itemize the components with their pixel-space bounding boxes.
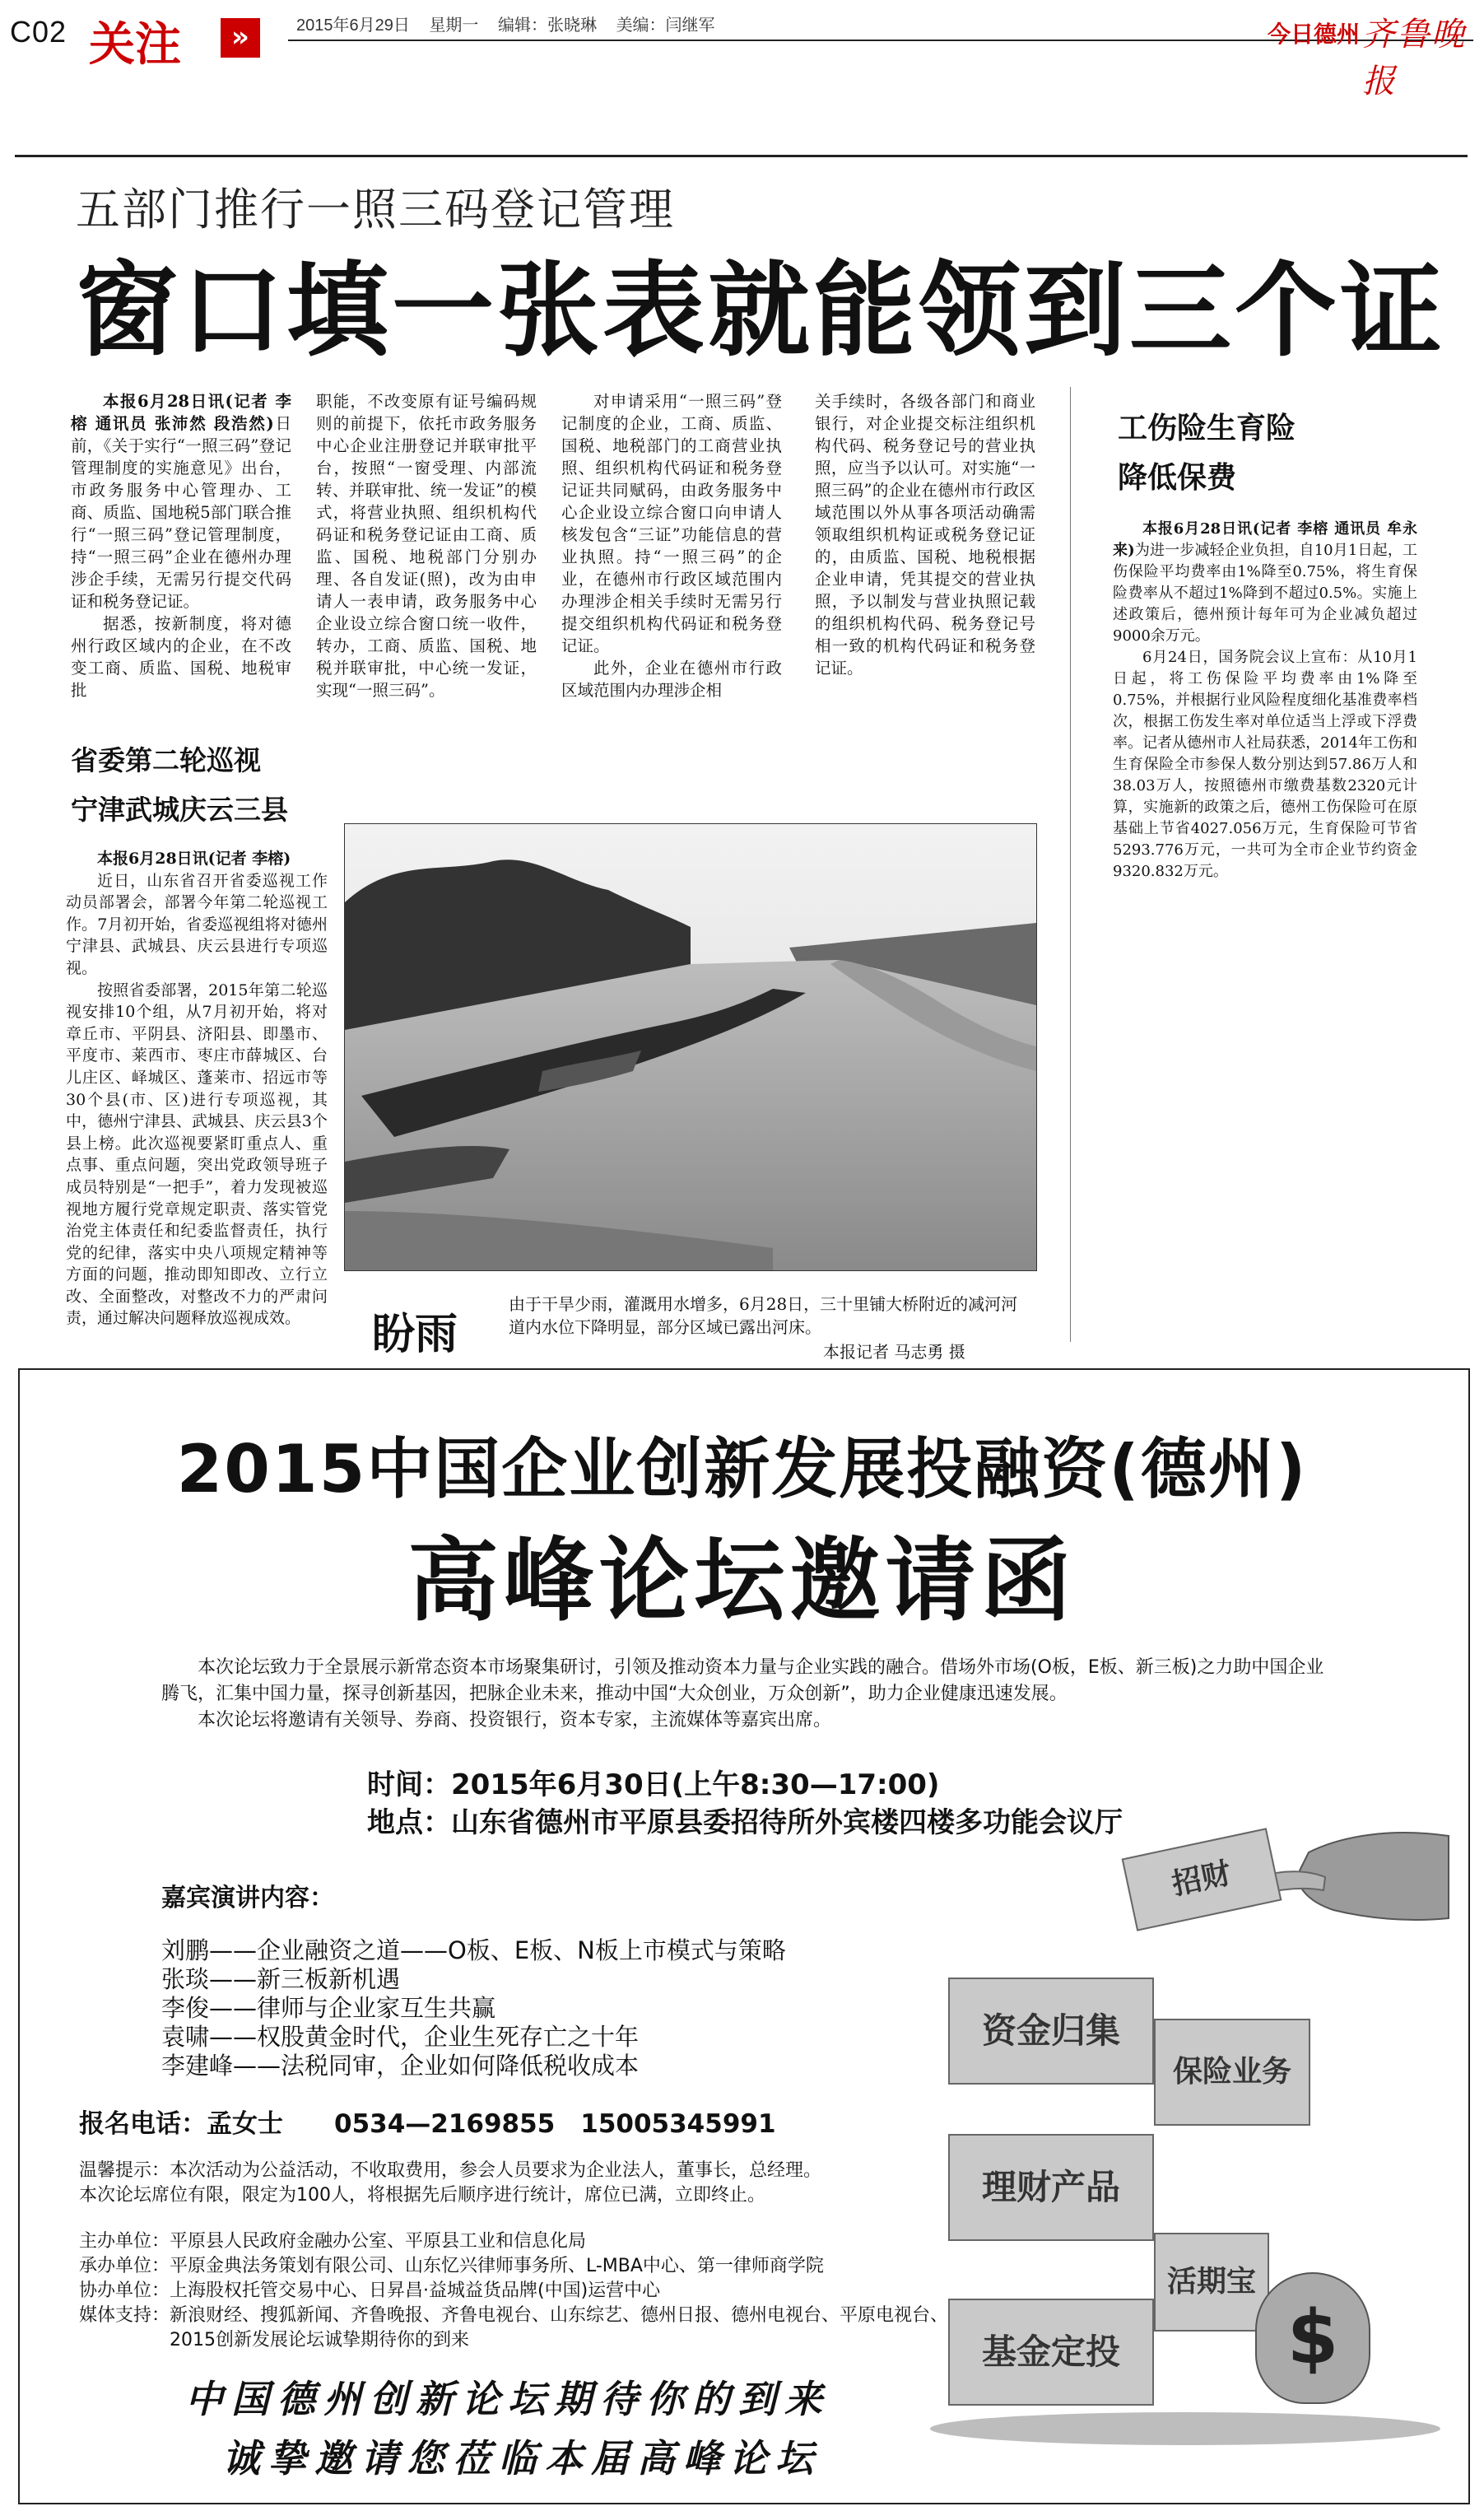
main-article-para: 据悉，按新制度，将对德州行政区域内的企业，在不改变工商、质监、国税、地税审批 xyxy=(71,614,291,700)
page-number: C02 xyxy=(10,15,67,49)
money-bag-icon: $ xyxy=(1255,2272,1370,2404)
insurance-title-line2: 降低保费 xyxy=(1118,461,1237,495)
inspection-title-line2: 宁津武城庆云三县 xyxy=(71,794,288,826)
ad-place: 地点：山东省德州市平原县委招待所外宾楼四楼多功能会议厅 xyxy=(367,1806,1123,1839)
river-photo xyxy=(344,823,1037,1271)
double-chevron-right-icon: » xyxy=(221,18,260,58)
organizer-line: 主办单位：平原县人民政府金融办公室、平原县工业和信息化局 xyxy=(79,2231,587,2252)
ad-intro-para: 本次论坛将邀请有关领导、券商、投资银行，资本专家，主流媒体等嘉宾出席。 xyxy=(198,1710,832,1731)
main-article-para: 此外，企业在德州市行政区域范围内办理涉企相 xyxy=(561,659,782,700)
ad-block-fixed-invest: 基金定投 xyxy=(948,2299,1154,2406)
article-subhead: 五部门推行一照三码登记管理 xyxy=(76,184,675,235)
ad-title-line1: 2015中国企业创新发展投融资(德州) xyxy=(176,1431,1308,1507)
edition-editor: 编辑：张晓琳 xyxy=(498,16,597,35)
main-article-col4 xyxy=(815,390,1035,679)
speaker-item: 张琰——新三板新机遇 xyxy=(161,1965,401,1993)
ad-block-insurance: 保险业务 xyxy=(1154,2019,1310,2126)
insurance-para: 为进一步减轻企业负担，自10月1日起，工伤保险平均费率由1%降至0.75%，将生育保险费率从不超过1%降到不超过0.5%。实施上述政策后，德州预计每年可为企业减负超过9000余万元。 xyxy=(1113,542,1417,645)
speaker-item: 李建峰——法税同审，企业如何降低税收成本 xyxy=(161,2052,640,2080)
ad-intro-para: 本次论坛致力于全景展示新常态资本市场聚集研讨，引领及推动资本力量与企业实践的融合。借场外市场(O板，E板、新三板)之力助中国企业腾飞，汇集中国力量，探寻创新基因，把脉企业未来，推动中国“大众创业，万众创新”，助力企业健康迅速发展。 xyxy=(161,1657,1324,1704)
edition-meta xyxy=(296,12,715,35)
ad-block-current: 活期宝 xyxy=(1154,2233,1269,2332)
speaker-item: 刘鹏——企业融资之道——O板、E板、N板上市模式与策略 xyxy=(161,1936,786,1964)
coin-pile xyxy=(930,2412,1440,2445)
today-dezhou-label: 今日德州 xyxy=(1268,21,1361,48)
ad-slogan-line1: 中国德州创新论坛期待你的到来 xyxy=(185,2377,830,2421)
organizer-line: 2015创新发展论坛诚挚期待你的到来 xyxy=(170,2330,469,2350)
photo-caption: 由于干旱少雨，灌溉用水增多，6月28日，三十里铺大桥附近的减河河道内水位下降明显，部分区域已露出河床。 xyxy=(509,1294,1018,1337)
ad-note: 本次论坛席位有限，限定为100人，将根据先后顺序进行统计，席位已满，立即终止。 xyxy=(79,2185,765,2206)
inspection-article-body xyxy=(66,848,328,1330)
main-article-para: 关手续时，各级各部门和商业银行，对企业提交标注组织机构代码、税务登记号的营业执照，应当予以认可。对实施“一照三码”的企业在德州市行政区域范围以外从事各项活动确需领取组织机构证或税务登记证的，由质监、国税、地税根据企业申请，凭其提交的营业执照，予以制发与营业执照记载的组织机构代码、税务登记号相一致的机构代码证和税务登记证。 xyxy=(815,392,1035,678)
ad-block-finance: 理财产品 xyxy=(948,2134,1154,2241)
main-article-para: 职能，不改变原有证号编码规则的前提下，依托市政务服务中心企业注册登记并联审批平台，按照“一窗受理、内部流转、并联审批、统一发证”的模式，将营业执照、组织机构代码证和税务登记证由工商、质监、国税、地税部门分别办理、各自发证(照)，改为由申请人一表申请，政务服务中心企业设立综合窗口统一收件，转办，工商、质监、国税、地税并联审批，中心统一发证，实现“一照三码”。 xyxy=(316,392,537,700)
paper-logo: 齐鲁晚报 xyxy=(1362,16,1466,100)
article-headline: 窗口填一张表就能领到三个证 xyxy=(76,252,1446,370)
top-rule xyxy=(15,155,1468,157)
organizer-line: 协办单位：上海股权托管交易中心、日昇昌·益城益货品牌(中国)运营中心 xyxy=(79,2280,661,2301)
inspection-para: 近日，山东省召开省委巡视工作动员部署会，部署今年第二轮巡视工作。7月初开始，省委巡视组将对德州宁津县、武城县、庆云县进行专项巡视。 xyxy=(66,871,328,977)
main-article-col1 xyxy=(71,390,291,701)
speakers-title: 嘉宾演讲内容： xyxy=(161,1884,334,1912)
insurance-para: 6月24日，国务院会议上宣布：从10月1日起，将工伤保险平均费率由1%降至0.75%，并根据行业风险程度细化基准费率档次，根据工伤发生率对单位适当上浮或下浮费率。记者从德州市人社局获悉，2014年工伤和生育保险全市参保人数分别达到57.86万人和38.03万人，按照德州市缴费基数2320元计算，实施新的政策之后，德州工伤保险可在原基础上节省4027.056万元，生育保险可节省5293.776万元，一共可为全市企业节约资金9320.832万元。 xyxy=(1113,649,1417,880)
insurance-title-line1: 工伤险生育险 xyxy=(1118,412,1296,445)
main-article-lead: 日前，《关于实行“一照三码”登记管理制度的实施意见》出台，市政务服务中心管理办、工商、质监、国地税5部门联合推行“一照三码”登记管理制度，持“一照三码”企业在德州办理涉企手续，无需另行提交代码证和税务登记证。 xyxy=(71,414,291,611)
insurance-article-body xyxy=(1113,519,1417,883)
photo-title: 盼雨 xyxy=(372,1310,458,1359)
edition-date: 2015年6月29日 xyxy=(296,16,410,35)
main-article-col2 xyxy=(316,390,537,701)
organizer-line: 媒体支持：新浪财经、搜狐新闻、齐鲁晚报、齐鲁电视台、山东综艺、德州日报、德州电视台、平原电视台、 xyxy=(79,2305,949,2326)
edition-designer: 美编：闫继军 xyxy=(616,16,715,35)
speaker-item: 李俊——律师与企业家互生共赢 xyxy=(161,1994,496,2022)
photo-credit: 本报记者 马志勇 摄 xyxy=(823,1342,965,1362)
organizer-line: 承办单位：平原金典法务策划有限公司、山东忆兴律师事务所、L-MBA中心、第一律师商学院 xyxy=(79,2256,824,2276)
ad-intro xyxy=(161,1655,1338,1734)
speaker-list xyxy=(161,1936,786,2080)
organizer-list xyxy=(79,2229,1009,2353)
ad-title-line2: 高峰论坛邀请函 xyxy=(407,1528,1077,1633)
registration-phone: 报名电话：孟女士 0534—2169855 15005345991 xyxy=(79,2109,776,2139)
main-article-col3 xyxy=(561,390,782,701)
inspection-title-line1: 省委第二轮巡视 xyxy=(71,744,261,776)
main-article-byline: 本报6月28日讯(记者 李榕 通讯员 张沛然 段浩然) xyxy=(71,392,291,433)
edition-weekday: 星期一 xyxy=(429,16,479,35)
ad-slogan-line2: 诚挚邀请您莅临本届高峰论坛 xyxy=(222,2436,821,2481)
column-rule xyxy=(1070,387,1071,1342)
insurance-byline: 本报6月28日讯(记者 李榕 通讯员 牟永来) xyxy=(1113,520,1417,559)
ad-time: 时间：2015年6月30日(上午8:30—17:00) xyxy=(367,1768,940,1801)
ad-block-zhaocai: 招财 xyxy=(1122,1828,1282,1931)
inspection-para: 按照省委部署，2015年第二轮巡视安排10个组，从7月初开始，将对章丘市、平阴县、济阳县、即墨市、平度市、莱西市、枣庄市薛城区、台儿庄区、峄城区、蓬莱市、招远市等30个县(市、区)进行专项巡视，其中，德州宁津县、武城县、庆云县3个县上榜。此次巡视要紧盯重点人、重点事、重点问题，突出党政领导班子成员特别是“一把手”，着力发现被巡视地方履行党章规定职责、落实管党治党主体责任和纪委监督责任，执行党的纪律，落实中央八项规定精神等方面的问题，推动即知即改、立行立改、全面整改，对整改不力的严肃问责，通过解决问题释放巡视成效。 xyxy=(66,981,328,1328)
main-article-para: 对申请采用“一照三码”登记制度的企业，工商、质监、国税、地税部门的工商营业执照、组织机构代码证和税务登记证共同赋码，由政务服务中心企业设立综合窗口向申请人核发包含“三证”功能信息的营业执照。持“一照三码”的企业，在德州市行政区域范围内办理涉企相关手续时无需另行提交组织机构代码证和税务登记证。 xyxy=(561,392,782,655)
inspection-byline: 本报6月28日讯(记者 李榕) xyxy=(97,850,291,868)
ad-notes xyxy=(79,2159,960,2208)
ad-block-fund: 资金归集 xyxy=(948,1978,1154,2085)
ad-note: 温馨提示：本次活动为公益活动，不收取费用，参会人员要求为企业法人，董事长，总经理。 xyxy=(79,2160,822,2181)
speaker-item: 袁啸——权股黄金时代，企业生死存亡之十年 xyxy=(161,2023,640,2051)
section-name: 关注 xyxy=(89,18,181,72)
